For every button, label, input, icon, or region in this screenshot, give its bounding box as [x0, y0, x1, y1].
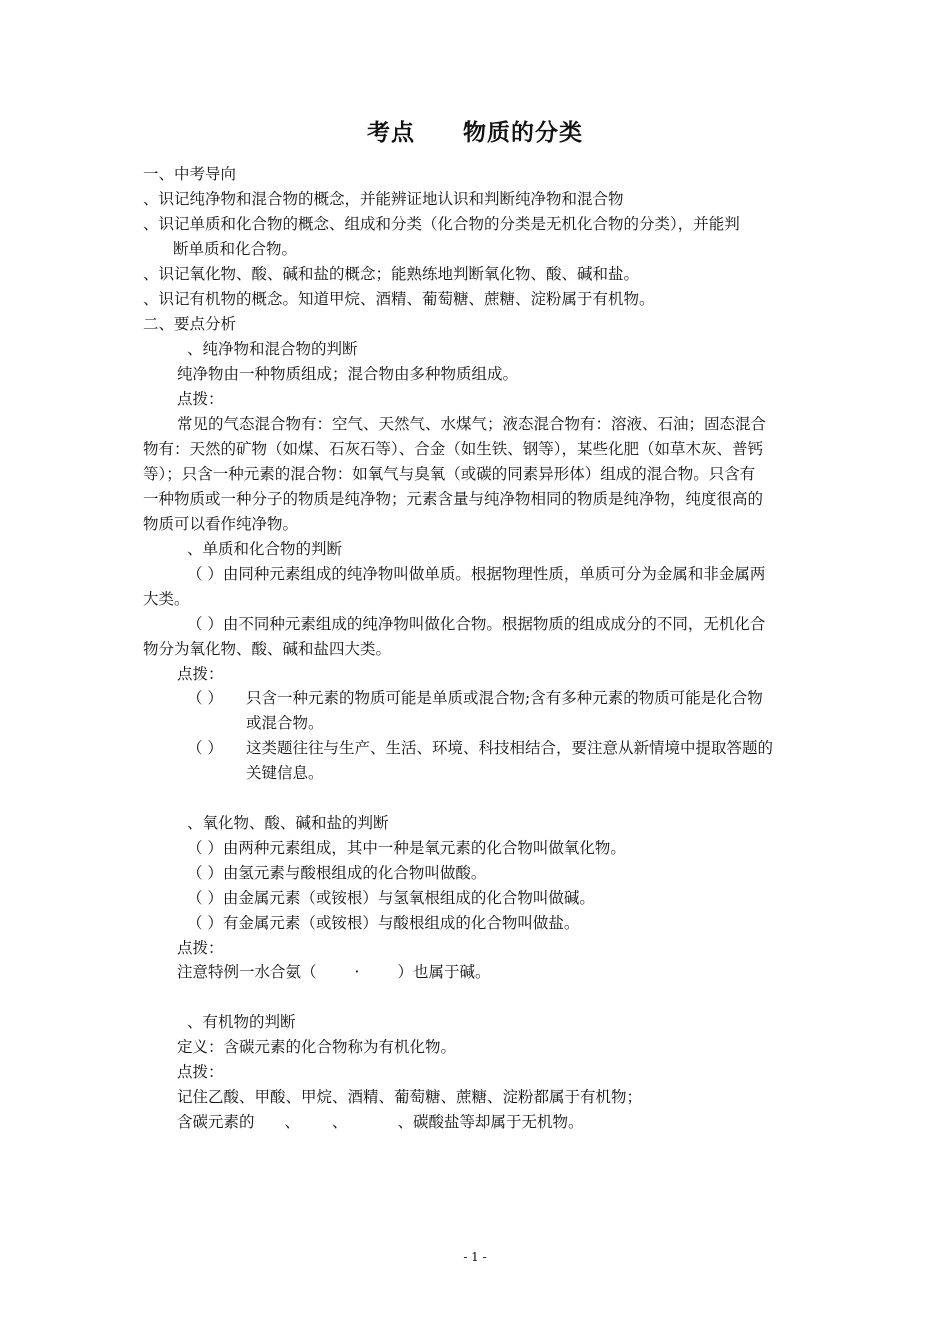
subsection-1-tip: 点拨：	[177, 390, 224, 408]
guide-item-4: 、识记有机物的概念。知道甲烷、酒精、葡萄糖、蔗糖、淀粉属于有机物。	[143, 290, 655, 308]
note-part-a: 注意特例一水合氨（	[177, 963, 317, 981]
subsection-3-item-2: （ ）由氢元素与酸根组成的化合物叫做酸。	[187, 864, 487, 882]
subsection-2-tip: 点拨：	[177, 665, 224, 683]
subsection-3-heading: 、氧化物、酸、碱和盐的判断	[187, 814, 389, 832]
subsection-3-item-4: （ ）有金属元素（或铵根）与酸根组成的化合物叫做盐。	[187, 914, 580, 932]
line2-sep-1: 、	[284, 1113, 301, 1131]
subsection-1-para-line-2: 物有：天然的矿物（如煤、石灰石等）、合金（如生铁、钢等），某些化肥（如草木灰、普钙	[143, 440, 764, 458]
line2-part-a: 含碳元素的	[177, 1113, 255, 1131]
subsection-2-item-1-cont: 大类。	[143, 590, 190, 608]
subsection-3-item-1: （ ）由两种元素组成，其中一种是氧元素的化合物叫做氧化物。	[187, 839, 626, 857]
title-subject: 物质的分类	[463, 119, 583, 146]
subsection-4-heading: 、有机物的判断	[187, 1013, 296, 1031]
section-1-heading: 一、中考导向	[143, 165, 237, 183]
tip-2-line-2: 关键信息。	[246, 764, 324, 782]
subsection-3-item-3: （ ）由金属元素（或铵根）与氢氧根组成的化合物叫做碱。	[187, 889, 595, 907]
line2-sep-2: 、	[332, 1113, 348, 1131]
subsection-1-para-line-4: 一种物质或一种分子的物质是纯净物；元素含量与纯净物相同的物质是纯净物，纯度很高的	[143, 490, 764, 508]
guide-item-3: 、识记氧化物、酸、碱和盐的概念；能熟练地判断氧化物、酸、碱和盐。	[143, 265, 640, 283]
note-part-c: ）也属于碱。	[397, 963, 491, 981]
subsection-2-tip-1	[187, 686, 855, 711]
guide-item-2: 、识记单质和化合物的概念、组成和分类（化合物的分类是无机化合物的分类），并能判	[143, 215, 740, 233]
subsection-2-item-2: （ ）由不同种元素组成的纯净物叫做化合物。根据物质的组成成分的不同，无机化合	[187, 615, 766, 633]
subsection-4-definition: 定义：含碳元素的化合物称为有机化物。	[177, 1038, 457, 1056]
title-topic: 考点	[367, 119, 415, 146]
subsection-4-tip: 点拨：	[177, 1063, 224, 1081]
subsection-3-tip: 点拨：	[177, 939, 224, 957]
guide-item-1: 、识记纯净物和混合物的概念，并能辨证地认识和判断纯净物和混合物	[143, 190, 624, 208]
subsection-1-para-line-1: 常见的气态混合物有：空气、天然气、水煤气；液态混合物有：溶液、石油；固态混合	[177, 415, 767, 433]
subsection-3-note	[177, 960, 845, 985]
subsection-1-para-line-5: 物质可以看作纯净物。	[143, 515, 299, 533]
tip-2-line-1: 这类题往往与生产、生活、环境、科技相结合，要注意从新情境中提取答题的	[246, 739, 774, 757]
page-number: - 1 -	[463, 1250, 487, 1264]
subsection-2-item-1: （ ）由同种元素组成的纯净物叫做单质。根据物理性质，单质可分为金属和非金属两	[187, 565, 766, 583]
subsection-1-text: 纯净物由一种物质组成；混合物由多种物质组成。	[177, 365, 519, 383]
subsection-4-line-1: 记住乙酸、甲酸、甲烷、酒精、葡萄糖、蔗糖、淀粉都属于有机物；	[177, 1088, 643, 1106]
section-2-heading: 二、要点分析	[143, 315, 237, 333]
subsection-2-item-2-cont: 物分为氧化物、酸、碱和盐四大类。	[143, 640, 392, 658]
subsection-2-tip-2	[187, 736, 855, 761]
subsection-2-heading: 、单质和化合物的判断	[187, 540, 343, 558]
subsection-1-heading: 、纯净物和混合物的判断	[187, 340, 358, 358]
page-title	[0, 114, 950, 147]
subsection-4-line-2	[177, 1110, 845, 1135]
guide-item-2-cont: 断单质和化合物。	[173, 240, 298, 258]
line2-part-d: 、碳酸盐等却属于无机物。	[397, 1113, 584, 1131]
note-dot: ·	[354, 963, 360, 981]
tip-2-mark: （ ）	[187, 739, 223, 757]
tip-1-line-2: 或混合物。	[246, 714, 324, 732]
tip-1-mark: （ ）	[187, 689, 223, 707]
subsection-1-para-line-3: 等）；只含一种元素的混合物：如氧气与臭氧（或碳的同素异形体）组成的混合物。只含有	[143, 465, 756, 483]
tip-1-line-1: 只含一种元素的物质可能是单质或混合物;含有多种元素的物质可能是化合物	[246, 689, 763, 707]
